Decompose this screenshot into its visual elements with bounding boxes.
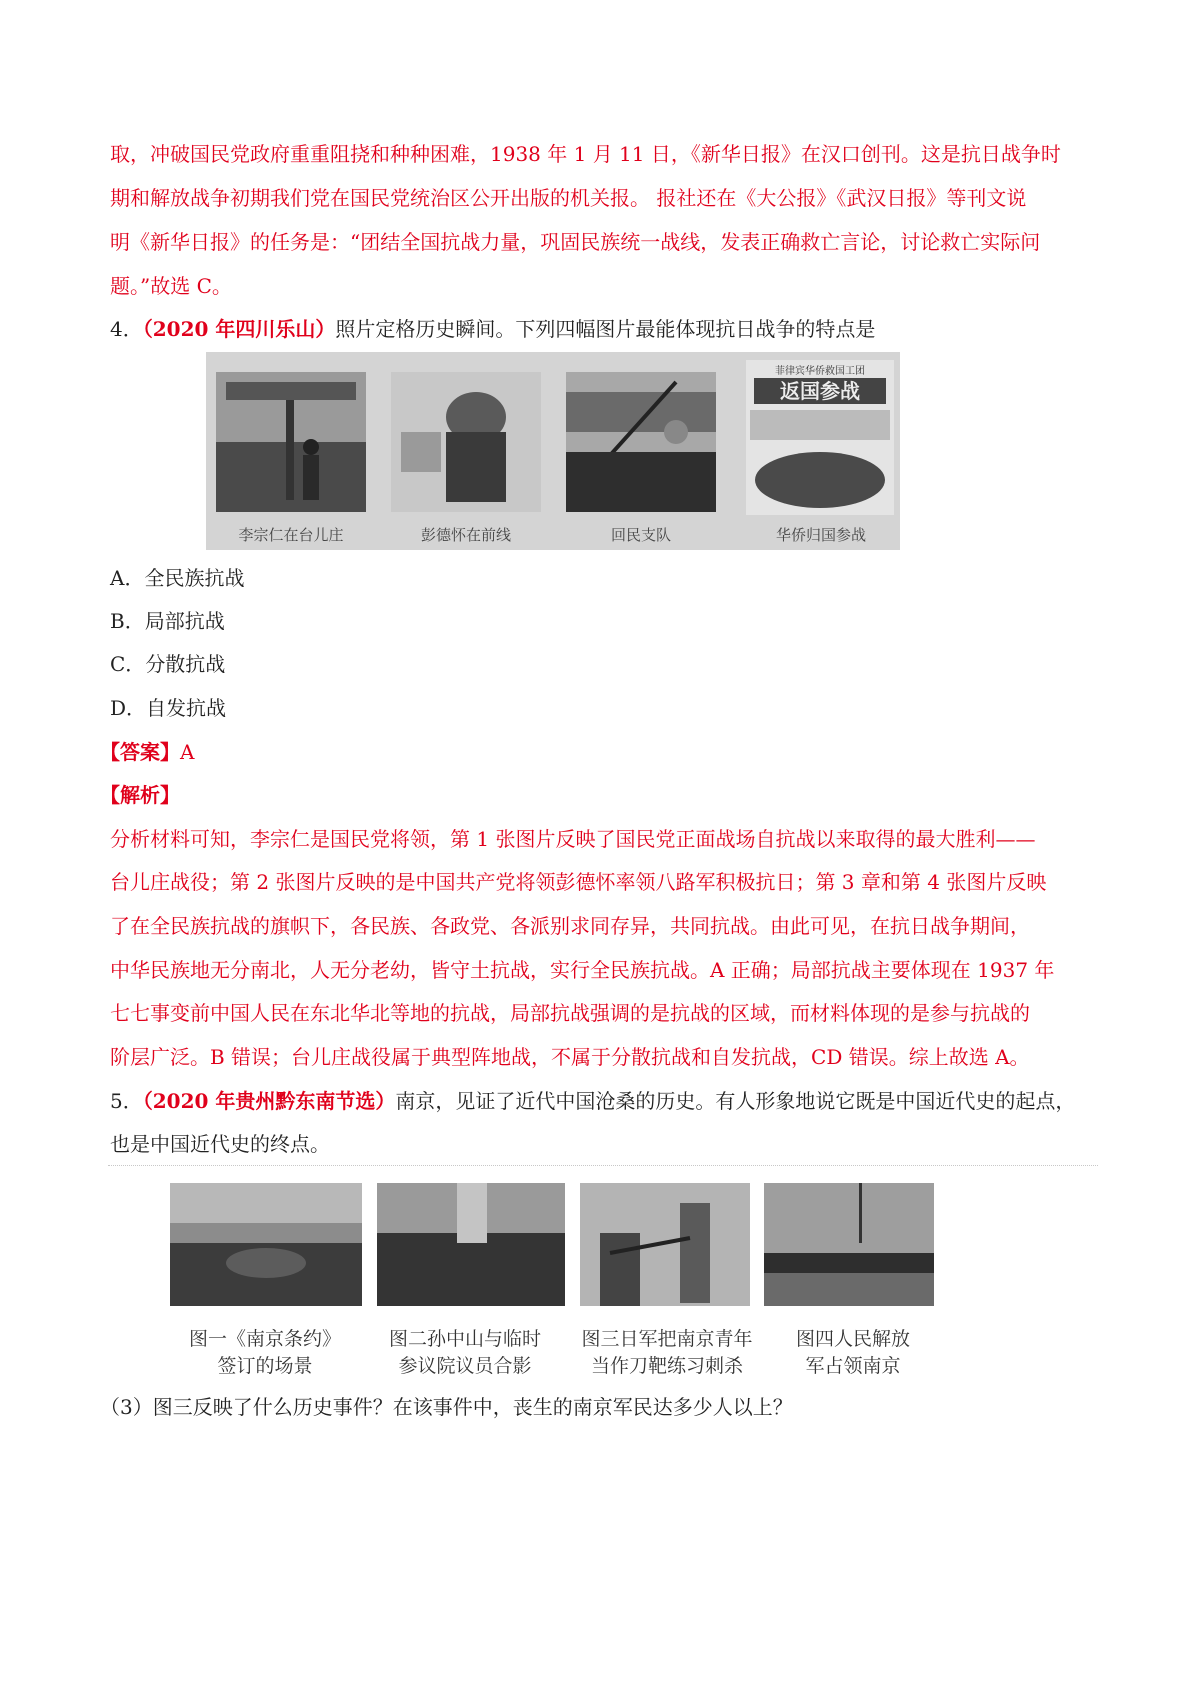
option-d[interactable]: D．自发抗战 bbox=[110, 696, 227, 720]
figure-caption-1: 图一《南京条约》 签订的场景 bbox=[188, 1328, 341, 1377]
photo-group-icon bbox=[377, 1183, 565, 1306]
question-4-stem bbox=[110, 315, 875, 343]
question-text: 南京，见证了近代中国沧桑的历史。有人形象地说它既是中国近代史的起点， bbox=[395, 1089, 1076, 1113]
explanation-line-4: 题。”故选 C。 bbox=[110, 274, 232, 298]
figure-caption-2: 图二孙中山与临时 参议院议员合影 bbox=[388, 1328, 541, 1377]
analysis-line-4: 中华民族地无分南北，人无分老幼，皆守土抗战，实行全民族抗战。A 正确；局部抗战主要体现在 1937 年 bbox=[110, 958, 1055, 982]
analysis-line-5: 七七事变前中国人民在东北华北等地的抗战，局部抗战强调的是抗战的区域，而材料体现的是参与抗战的 bbox=[110, 1001, 1030, 1025]
figure-caption: 回民支队 bbox=[610, 526, 671, 544]
question-number: 5． bbox=[110, 1089, 143, 1113]
question-text: 照片定格历史瞬间。下列四幅图片最能体现抗日战争的特点是 bbox=[335, 317, 876, 341]
question-4-figure bbox=[206, 352, 900, 550]
question-5-stem bbox=[110, 1087, 1075, 1115]
answer-value: A bbox=[180, 740, 195, 764]
analysis-line-6: 阶层广泛。B 错误；台儿庄战役属于典型阵地战，不属于分散抗战和自发抗战，CD 错误。综上故选 A。 bbox=[110, 1045, 1030, 1069]
answer-tag: 【答案】 bbox=[100, 740, 180, 764]
analysis-line-1: 分析材料可知，李宗仁是国民党将领，第 1 张图片反映了国民党正面战场自抗战以来取得的最大胜利—— bbox=[110, 827, 1036, 851]
question-number: 4． bbox=[110, 317, 143, 341]
photo-hui-detachment-icon bbox=[566, 372, 716, 512]
divider bbox=[108, 1165, 1098, 1166]
newspaper-header-small: 菲律宾华侨救国工团 bbox=[775, 366, 865, 377]
figure-caption-3: 图三日军把南京青年 当作刀靶练习刺杀 bbox=[581, 1328, 753, 1377]
explanation-line-2: 期和解放战争初期我们党在国民党统治区公开出版的机关报。 报社还在《大公报》《武汉日报》等刊文说 bbox=[110, 186, 1027, 210]
option-a[interactable]: A．全民族抗战 bbox=[110, 566, 245, 590]
photo-peng-dehuai-icon bbox=[391, 372, 541, 512]
figure-caption-4: 图四人民解放 军占领南京 bbox=[795, 1328, 910, 1377]
analysis-line-3: 了在全民族抗战的旗帜下，各民族、各政党、各派别求同存异，共同抗战。由此可见，在抗日战争期间， bbox=[110, 914, 1030, 938]
explanation-line-1: 取，冲破国民党政府重重阻挠和种种困难，1938 年 1 月 11 日，《新华日报》在汉口创刊。这是抗日战争时 bbox=[110, 142, 1061, 166]
newspaper-headline: 返国参战 bbox=[754, 378, 886, 404]
sub-question-3: （3）图三反映了什么历史事件？在该事件中，丧生的南京军民达多少人以上？ bbox=[100, 1395, 793, 1419]
explanation-line-3: 明《新华日报》的任务是：“团结全国抗战力量，巩固民族统一战线，发表正确救亡言论，讨论救亡实际问 bbox=[110, 230, 1041, 254]
figure-caption: 华侨归国参战 bbox=[775, 526, 866, 544]
figure-caption: 彭德怀在前线 bbox=[420, 526, 511, 544]
analysis-tag: 【解析】 bbox=[100, 783, 180, 807]
question-source: （2020 年四川乐山） bbox=[142, 317, 336, 341]
photo-soldiers-icon bbox=[580, 1183, 750, 1306]
photo-newspaper-icon bbox=[746, 360, 894, 515]
photo-treaty-signing-icon bbox=[170, 1183, 362, 1306]
question-5-stem-line-2: 也是中国近代史的终点。 bbox=[110, 1132, 330, 1156]
photo-li-zongren-icon bbox=[216, 372, 366, 512]
figure-caption: 李宗仁在台儿庄 bbox=[238, 526, 344, 544]
option-c[interactable]: C．分散抗战 bbox=[110, 652, 226, 676]
question-source: （2020 年贵州黔东南节选） bbox=[142, 1089, 396, 1113]
analysis-line-2: 台儿庄战役；第 2 张图片反映的是中国共产党将领彭德怀率领八路军积极抗日；第 3 章和第 4 张图片反映 bbox=[110, 870, 1047, 894]
option-b[interactable]: B．局部抗战 bbox=[110, 609, 225, 633]
photo-building-icon bbox=[764, 1183, 934, 1306]
answer-line bbox=[100, 738, 194, 766]
